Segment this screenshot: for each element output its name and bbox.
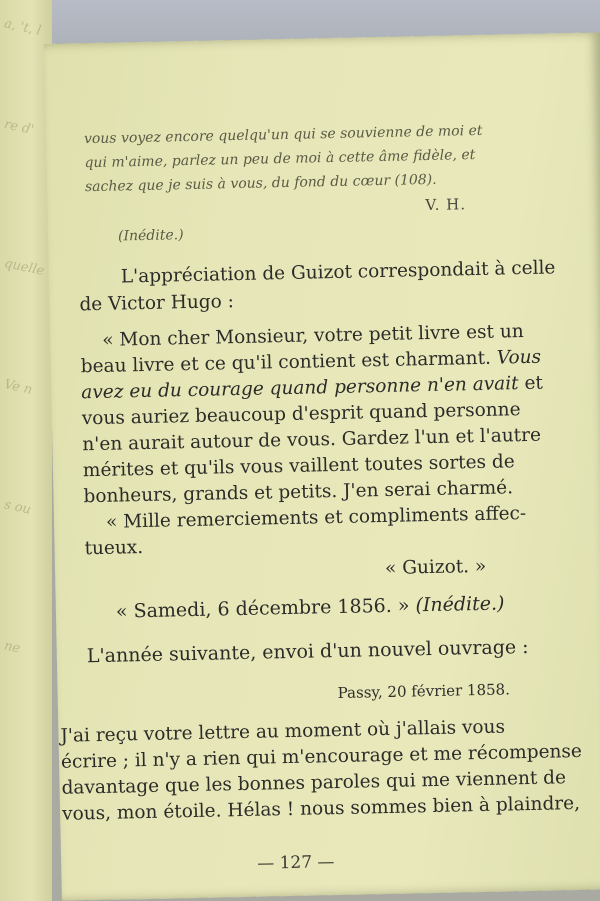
- next-letter-line: davantage que les bonnes paroles qui me viennent de: [61, 767, 567, 799]
- guizot-letter-line: vous auriez beaucoup d'esprit quand personne: [81, 399, 521, 430]
- letter-fragment-line: sachez que je suis à vous, du fond du cœur (108).: [84, 171, 437, 196]
- guizot-letter-line: « Mille remerciements et compliments affec-: [105, 503, 527, 533]
- intro-next-line: L'année suivante, envoi d'un nouvel ouvrage :: [86, 635, 529, 668]
- book-page: [44, 32, 600, 900]
- intro-guizot-line: L'appréciation de Guizot correspondait à celle: [120, 257, 556, 288]
- place-date: Passy, 20 février 1858.: [337, 680, 511, 702]
- guizot-letter-line: mérites et qu'ils vous vaillent toutes sortes de: [82, 451, 515, 482]
- date-text: « Samedi, 6 décembre 1856. »: [115, 594, 416, 623]
- intro-guizot-line: de Victor Hugo :: [79, 291, 235, 316]
- guizot-letter-line: [81, 347, 542, 378]
- guizot-letter-line: « Mon cher Monsieur, votre petit livre est un: [101, 321, 524, 351]
- inedite-note: (Inédite.): [415, 592, 505, 617]
- guizot-letter-text: et: [518, 372, 544, 395]
- facing-page-text: ne: [2, 638, 22, 657]
- next-letter-line: vous, mon étoile. Hélas ! nous sommes bien à plaindre,: [61, 792, 581, 825]
- facing-page-text: a, 't, l: [2, 16, 43, 39]
- page-number: — 127 —: [257, 852, 335, 874]
- date-line: [116, 592, 505, 622]
- facing-page-text: Ve n: [2, 377, 34, 398]
- guizot-letter-line: tueux.: [84, 537, 144, 560]
- guizot-letter-line: [81, 373, 543, 404]
- letter-fragment-line: vous voyez encore quelqu'un qui se souvienne de moi et: [83, 122, 483, 148]
- facing-page-text: s ou: [2, 497, 33, 518]
- next-letter-line: écrire ; il n'y a rien qui m'encourage et me récompense: [60, 740, 583, 773]
- guizot-letter-line: n'en aurait autour de vous. Gardez l'un et l'autre: [82, 424, 542, 456]
- guizot-letter-italic: avez eu du courage quand personne n'en avait: [81, 373, 519, 404]
- facing-page-text: re d': [2, 117, 36, 138]
- signature-vh: V. H.: [425, 195, 467, 215]
- guizot-letter-text: beau livre et ce qu'il contient est charmant.: [80, 347, 498, 378]
- next-letter-line: J'ai reçu votre lettre au moment où j'allais vous: [60, 716, 506, 747]
- inedite-note: (Inédite.): [117, 227, 184, 245]
- facing-page-text: quelle: [2, 255, 46, 280]
- guizot-letter-line: bonheurs, grands et petits. J'en serai charmé.: [83, 477, 514, 508]
- signature-guizot: « Guizot. »: [384, 555, 487, 579]
- guizot-letter-italic: Vous: [496, 346, 542, 369]
- facing-page-edge: [0, 0, 52, 901]
- letter-fragment-line: qui m'aime, parlez un peu de moi à cette âme fidèle, et: [84, 146, 476, 172]
